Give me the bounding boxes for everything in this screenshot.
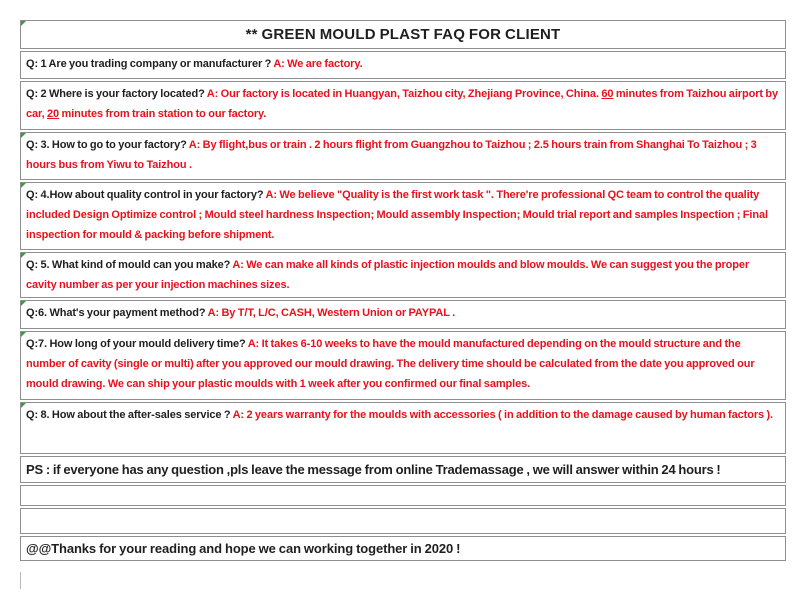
answer-text: A: 2 years warranty for the moulds with accessories ( in addition to the damage caused by human factors ). (232, 409, 774, 421)
faq-row-q2 (20, 81, 786, 130)
faq-row-q1 (20, 51, 786, 79)
cell-corner-marker-icon (21, 253, 26, 258)
answer-text: 20 (47, 108, 60, 120)
cell-corner-marker-icon (21, 183, 26, 188)
faq-row-empty2 (20, 508, 786, 534)
faq-row-q6 (20, 300, 786, 329)
faq-row-empty1 (20, 485, 786, 506)
question-text: Q: 5. What kind of mould can you make? (26, 259, 233, 271)
faq-row-q8 (20, 402, 786, 454)
answer-text: A: We can make all kinds of plastic injection moulds and blow moulds. We can suggest you the proper cavity number as per your injection machines sizes. (26, 259, 750, 291)
faq-row-thanks (20, 536, 786, 561)
faq-row-q3 (20, 132, 786, 180)
question-text: Q: 1 Are you trading company or manufacturer ? (26, 58, 274, 70)
faq-row-ps (20, 456, 786, 483)
table-bottom-stub (20, 572, 220, 589)
answer-text: A: By T/T, L/C, CASH, Western Union or PAYPAL . (207, 307, 456, 319)
answer-text: A: Our factory is located in Huangyan, Taizhou city, Zhejiang Province, China. (206, 88, 602, 100)
answer-text: minutes from Taizhou airport by car, (26, 88, 779, 120)
cell-corner-marker-icon (21, 21, 26, 26)
cell-corner-marker-icon (21, 403, 26, 408)
page-title: ** GREEN MOULD PLAST FAQ FOR CLIENT (245, 26, 561, 43)
answer-text: A: By flight,bus or train . 2 hours flight from Guangzhou to Taizhou ; 2.5 hours train from Shanghai To Taizhou ; 3 hours bus from Yiwu to Taizhou . (26, 139, 757, 171)
question-text: Q: 3. How to go to your factory? (26, 139, 189, 151)
answer-text: A: We believe "Quality is the first work task ". There're professional QC team to control the quality included Design Optimize control ; Mould steel hardness Inspection; Mould assembly Inspection; Mould trial report and samples Inspection ; Final inspection for mould & packing before shipment. (26, 189, 768, 241)
question-text: Q: 4.How about quality control in your factory? (26, 189, 266, 201)
faq-row-q5 (20, 252, 786, 298)
question-text: Q:7. How long of your mould delivery time? (26, 338, 248, 350)
question-text: Q: 8. How about the after-sales service ? (26, 409, 233, 421)
faq-row-q4 (20, 182, 786, 250)
faq-table (20, 20, 786, 561)
cell-corner-marker-icon (21, 332, 26, 337)
question-text: Q:6. What's your payment method? (26, 307, 208, 319)
cell-corner-marker-icon (21, 133, 26, 138)
answer-text: 60 (601, 88, 614, 100)
question-text: Q: 2 Where is your factory located? (26, 88, 207, 100)
answer-text: minutes from train station to our factory. (59, 108, 267, 120)
answer-text: A: It takes 6-10 weeks to have the mould manufactured depending on the mould structure and the number of cavity (single or multi) after you approved our mould drawing. The delivery time should be calculated from the date you approved our mould drawing. We can ship your plastic moulds with 1 week after you confirmed our final samples. (26, 338, 755, 390)
cell-corner-marker-icon (21, 301, 26, 306)
faq-row-title (20, 20, 786, 49)
faq-row-q7 (20, 331, 786, 400)
question-text: PS : if everyone has any question ,pls leave the message from online Trademassage , we will answer within 24 hours ! (26, 462, 721, 477)
question-text: @@Thanks for your reading and hope we can working together in 2020 ! (26, 541, 461, 556)
answer-text: A: We are factory. (273, 58, 363, 70)
